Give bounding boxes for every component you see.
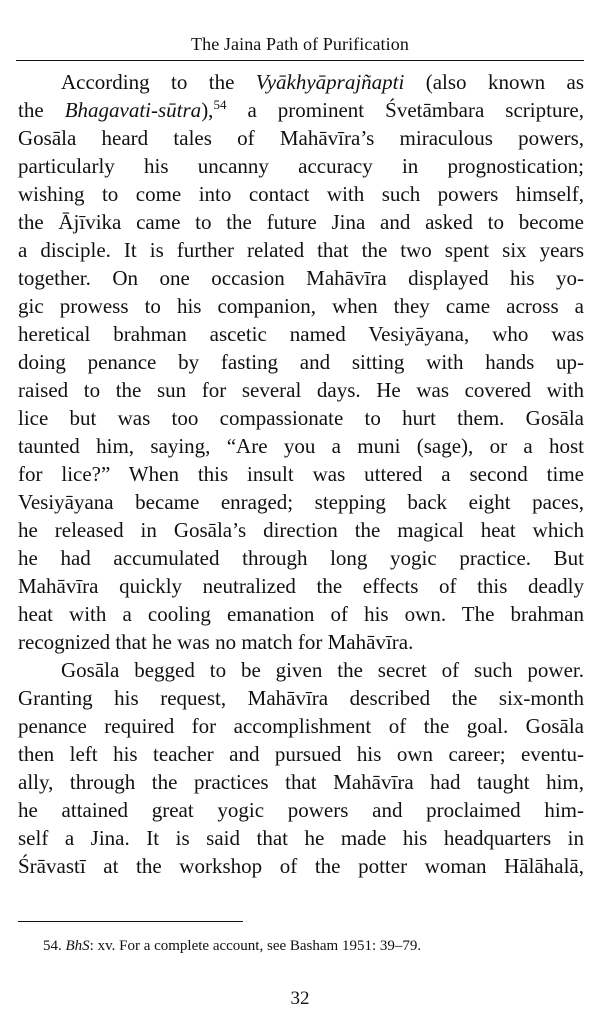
text-run: penance required for accomplishment of the goal. Gosāla xyxy=(18,714,584,738)
text-run: gic prowess to his companion, when they came across a xyxy=(18,294,584,318)
text-line xyxy=(18,152,584,180)
text-run: heat with a cooling emanation of his own. The brahman xyxy=(18,602,584,626)
text-run: Śrāvastī at the workshop of the potter woman Hālāhalā, xyxy=(18,854,584,878)
text-run: Vesiyāyana became enraged; stepping back eight paces, xyxy=(18,490,584,514)
footnote xyxy=(43,936,421,956)
text-line xyxy=(18,796,584,824)
text-run: raised to the sun for several days. He was covered with xyxy=(18,378,584,402)
text-line xyxy=(18,432,584,460)
text-run: Granting his request, Mahāvīra described the six-month xyxy=(18,686,584,710)
text-run: ally, through the practices that Mahāvīra had taught him, xyxy=(18,770,584,794)
text-run: Gosāla heard tales of Mahāvīra’s miraculous powers, xyxy=(18,126,584,150)
text-run: for lice?” When this insult was uttered a second time xyxy=(18,462,584,486)
text-line xyxy=(18,404,584,432)
text-line xyxy=(18,712,584,740)
text-run: doing penance by fasting and sitting with hands up- xyxy=(18,350,584,374)
text-line xyxy=(18,684,584,712)
text-line xyxy=(18,544,584,572)
text-line xyxy=(18,376,584,404)
text-line xyxy=(18,656,584,684)
text-line xyxy=(18,236,584,264)
footnote-reference: 54 xyxy=(213,97,227,112)
text-line xyxy=(18,348,584,376)
text-run: (also known as xyxy=(404,70,584,94)
text-line xyxy=(18,740,584,768)
text-run: then left his teacher and pursued his own career; eventu- xyxy=(18,742,584,766)
text-run: he attained great yogic powers and proclaimed him- xyxy=(18,798,584,822)
text-run: Mahāvīra quickly neutralized the effects of this deadly xyxy=(18,574,584,598)
text-run: he released in Gosāla’s direction the magical heat which xyxy=(18,518,584,542)
running-head: The Jaina Path of Purification xyxy=(191,34,409,54)
text-line xyxy=(18,96,584,124)
text-line xyxy=(18,460,584,488)
text-line xyxy=(18,488,584,516)
footnote-text xyxy=(66,938,422,954)
text-line xyxy=(18,68,584,96)
text-run: particularly his uncanny accuracy in prognostication; xyxy=(18,154,584,178)
text-run: self a Jina. It is said that he made his headquarters in xyxy=(18,826,584,850)
text-line xyxy=(18,320,584,348)
text-line xyxy=(18,768,584,796)
text-line xyxy=(18,852,584,880)
text-line xyxy=(18,824,584,852)
italic-text: Bhagavati-sūtra xyxy=(64,98,202,122)
footnote-rule xyxy=(18,921,243,922)
text-line xyxy=(18,600,584,628)
text-run: he had accumulated through long yogic practice. But xyxy=(18,546,584,570)
text-line xyxy=(18,208,584,236)
text-run: : xv. For a complete account, see Basham 1951: 39–79. xyxy=(89,938,422,954)
text-run: lice but was too compassionate to hurt them. Gosāla xyxy=(18,406,584,430)
text-line xyxy=(18,264,584,292)
text-line xyxy=(18,180,584,208)
text-run: ), xyxy=(201,98,214,122)
italic-text: Vyākhyāprajñapti xyxy=(255,70,405,94)
text-run: together. On one occasion Mahāvīra displayed his yo- xyxy=(18,266,584,290)
text-run: the xyxy=(18,98,65,122)
body-text xyxy=(18,68,584,880)
text-line xyxy=(18,516,584,544)
text-run: Gosāla begged to be given the secret of such power. xyxy=(61,658,584,682)
text-line xyxy=(18,628,584,656)
text-run: wishing to come into contact with such powers himself, xyxy=(18,182,584,206)
text-line xyxy=(18,572,584,600)
text-run: a prominent Śvetāmbara scripture, xyxy=(226,98,585,122)
header-rule xyxy=(16,60,584,61)
text-run: the Ājīvika came to the future Jina and asked to become xyxy=(18,210,584,234)
text-run: a disciple. It is further related that the two spent six years xyxy=(18,238,584,262)
footnote-number: 54. xyxy=(43,938,62,954)
text-run: taunted him, saying, “Are you a muni (sage), or a host xyxy=(18,434,584,458)
text-run: heretical brahman ascetic named Vesiyāyana, who was xyxy=(18,322,584,346)
text-line xyxy=(18,292,584,320)
text-run: According to the xyxy=(61,70,256,94)
text-line xyxy=(18,124,584,152)
page-number: 32 xyxy=(290,988,310,1009)
text-run: recognized that he was no match for Mahāvīra. xyxy=(18,630,414,654)
italic-text: BhS xyxy=(65,938,90,954)
